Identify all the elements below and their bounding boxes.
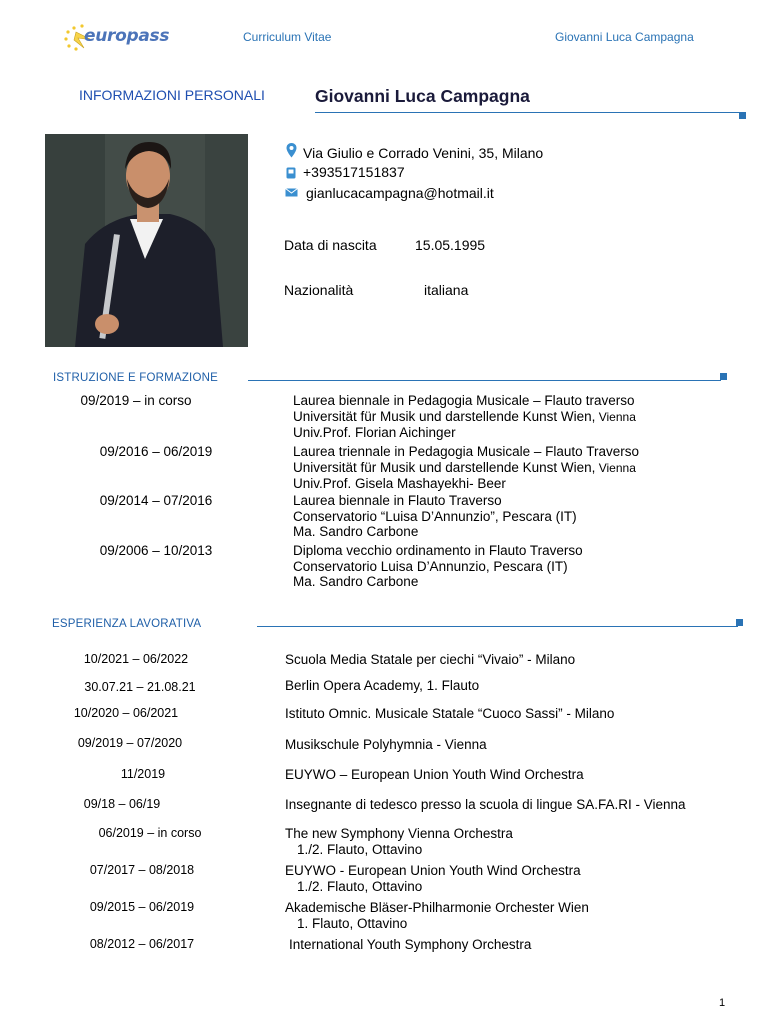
education-date: 09/2014 – 07/2016 — [99, 493, 213, 508]
institution-city: Vienna — [595, 460, 636, 475]
experience-date: 09/2015 – 06/2019 — [89, 900, 195, 914]
experience-divider — [257, 626, 738, 627]
experience-divider-end — [736, 619, 743, 626]
experience-entry — [285, 900, 589, 932]
full-name: Giovanni Luca Campagna — [315, 86, 530, 106]
institution-name: Conservatorio “Luisa D’Annunzio”, — [293, 508, 499, 524]
experience-date: 09/18 – 06/19 — [83, 797, 161, 811]
experience-date: 09/2019 – 07/2020 — [77, 736, 183, 750]
experience-date: 08/2012 – 06/2017 — [89, 937, 195, 951]
document-title: Curriculum Vitae — [243, 30, 332, 44]
education-degree: Laurea triennale in Pedagogia Musicale – Flauto Traverso — [293, 444, 639, 459]
education-institution — [293, 409, 636, 426]
experience-entry: Istituto Omnic. Musicale Statale “Cuoco Sassi” - Milano — [285, 706, 615, 721]
education-institution — [293, 559, 583, 575]
education-date: 09/2016 – 06/2019 — [99, 444, 213, 459]
experience-entry — [285, 863, 581, 895]
education-degree: Diploma vecchio ordinamento in Flauto Traverso — [293, 543, 583, 558]
institution-city: Pescara (IT) — [498, 508, 577, 524]
education-teacher: Ma. Sandro Carbone — [293, 574, 419, 589]
experience-entry: Insegnante di tedesco presso la scuola di lingue SA.FA.RI - Vienna — [285, 797, 686, 812]
education-institution — [293, 460, 639, 477]
logo-text: europass — [84, 26, 170, 46]
education-institution — [293, 509, 577, 525]
education-teacher: Ma. Sandro Carbone — [293, 524, 419, 539]
education-teacher: Univ.Prof. Florian Aichinger — [293, 425, 456, 440]
experience-entry: EUYWO – European Union Youth Wind Orchestra — [285, 767, 584, 782]
institution-city: Pescara (IT) — [489, 558, 568, 574]
institution-name: Universität für Musik und darstellende Kunst Wien, — [293, 459, 596, 475]
experience-date: 11/2019 — [120, 767, 166, 781]
profile-photo — [45, 134, 248, 347]
experience-date: 10/2021 – 06/2022 — [83, 652, 189, 666]
experience-date: 10/2020 – 06/2021 — [73, 706, 179, 720]
phone-number[interactable]: +393517151837 — [303, 164, 405, 180]
institution-name: Universität für Musik und darstellende Kunst Wien, — [293, 408, 596, 424]
experience-role: 1. Flauto, Ottavino — [297, 916, 408, 931]
personal-info-section-title: INFORMAZIONI PERSONALI — [79, 87, 265, 103]
nationality-label: Nazionalità — [284, 282, 354, 298]
education-degree: Laurea biennale in Pedagogia Musicale – Flauto traverso — [293, 393, 635, 408]
address: Via Giulio e Corrado Venini, 35, Milano — [303, 145, 544, 161]
email-address[interactable]: gianlucacampagna@hotmail.it — [306, 185, 494, 201]
experience-entry: Berlin Opera Academy, 1. Flauto — [285, 678, 480, 693]
header-name: Giovanni Luca Campagna — [555, 30, 694, 44]
experience-entry — [285, 826, 513, 858]
institution-name: Conservatorio Luisa D’Annunzio, — [293, 558, 490, 574]
education-date: 09/2019 – in corso — [80, 393, 192, 408]
experience-entry: Scuola Media Statale per ciechi “Vivaio” - Milano — [285, 652, 576, 667]
experience-date: 07/2017 – 08/2018 — [89, 863, 195, 877]
experience-role: 1./2. Flauto, Ottavino — [297, 879, 423, 894]
experience-section-title: ESPERIENZA LAVORATIVA — [52, 618, 202, 630]
experience-title: Akademische Bläser-Philharmonie Orchester Wien — [285, 900, 589, 915]
education-degree: Laurea biennale in Flauto Traverso — [293, 493, 502, 508]
experience-date: 06/2019 – in corso — [98, 826, 202, 840]
experience-date: 30.07.21 – 21.08.21 — [84, 680, 196, 694]
email-icon — [285, 188, 298, 197]
europass-logo — [62, 22, 172, 52]
location-pin-icon — [286, 143, 297, 158]
experience-title: The new Symphony Vienna Orchestra — [285, 826, 513, 841]
page-number: 1 — [719, 997, 726, 1009]
education-entry — [293, 444, 639, 492]
education-entry — [293, 393, 636, 441]
phone-icon — [286, 167, 296, 179]
birth-label: Data di nascita — [284, 237, 377, 253]
education-section-title: ISTRUZIONE E FORMAZIONE — [53, 372, 218, 384]
experience-title: EUYWO - European Union Youth Wind Orchestra — [285, 863, 581, 878]
education-entry — [293, 493, 577, 540]
experience-entry: International Youth Symphony Orchestra — [289, 937, 532, 952]
education-teacher: Univ.Prof. Gisela Mashayekhi- Beer — [293, 476, 506, 491]
institution-city: Vienna — [595, 409, 636, 424]
name-divider — [315, 112, 740, 113]
experience-role: 1./2. Flauto, Ottavino — [297, 842, 423, 857]
name-divider-end — [739, 112, 746, 119]
education-divider — [248, 380, 721, 381]
education-entry — [293, 543, 583, 590]
birth-value: 15.05.1995 — [415, 237, 486, 253]
education-date: 09/2006 – 10/2013 — [99, 543, 213, 558]
experience-entry: Musikschule Polyhymnia - Vienna — [285, 737, 487, 752]
education-divider-end — [720, 373, 727, 380]
nationality-value: italiana — [424, 282, 469, 298]
